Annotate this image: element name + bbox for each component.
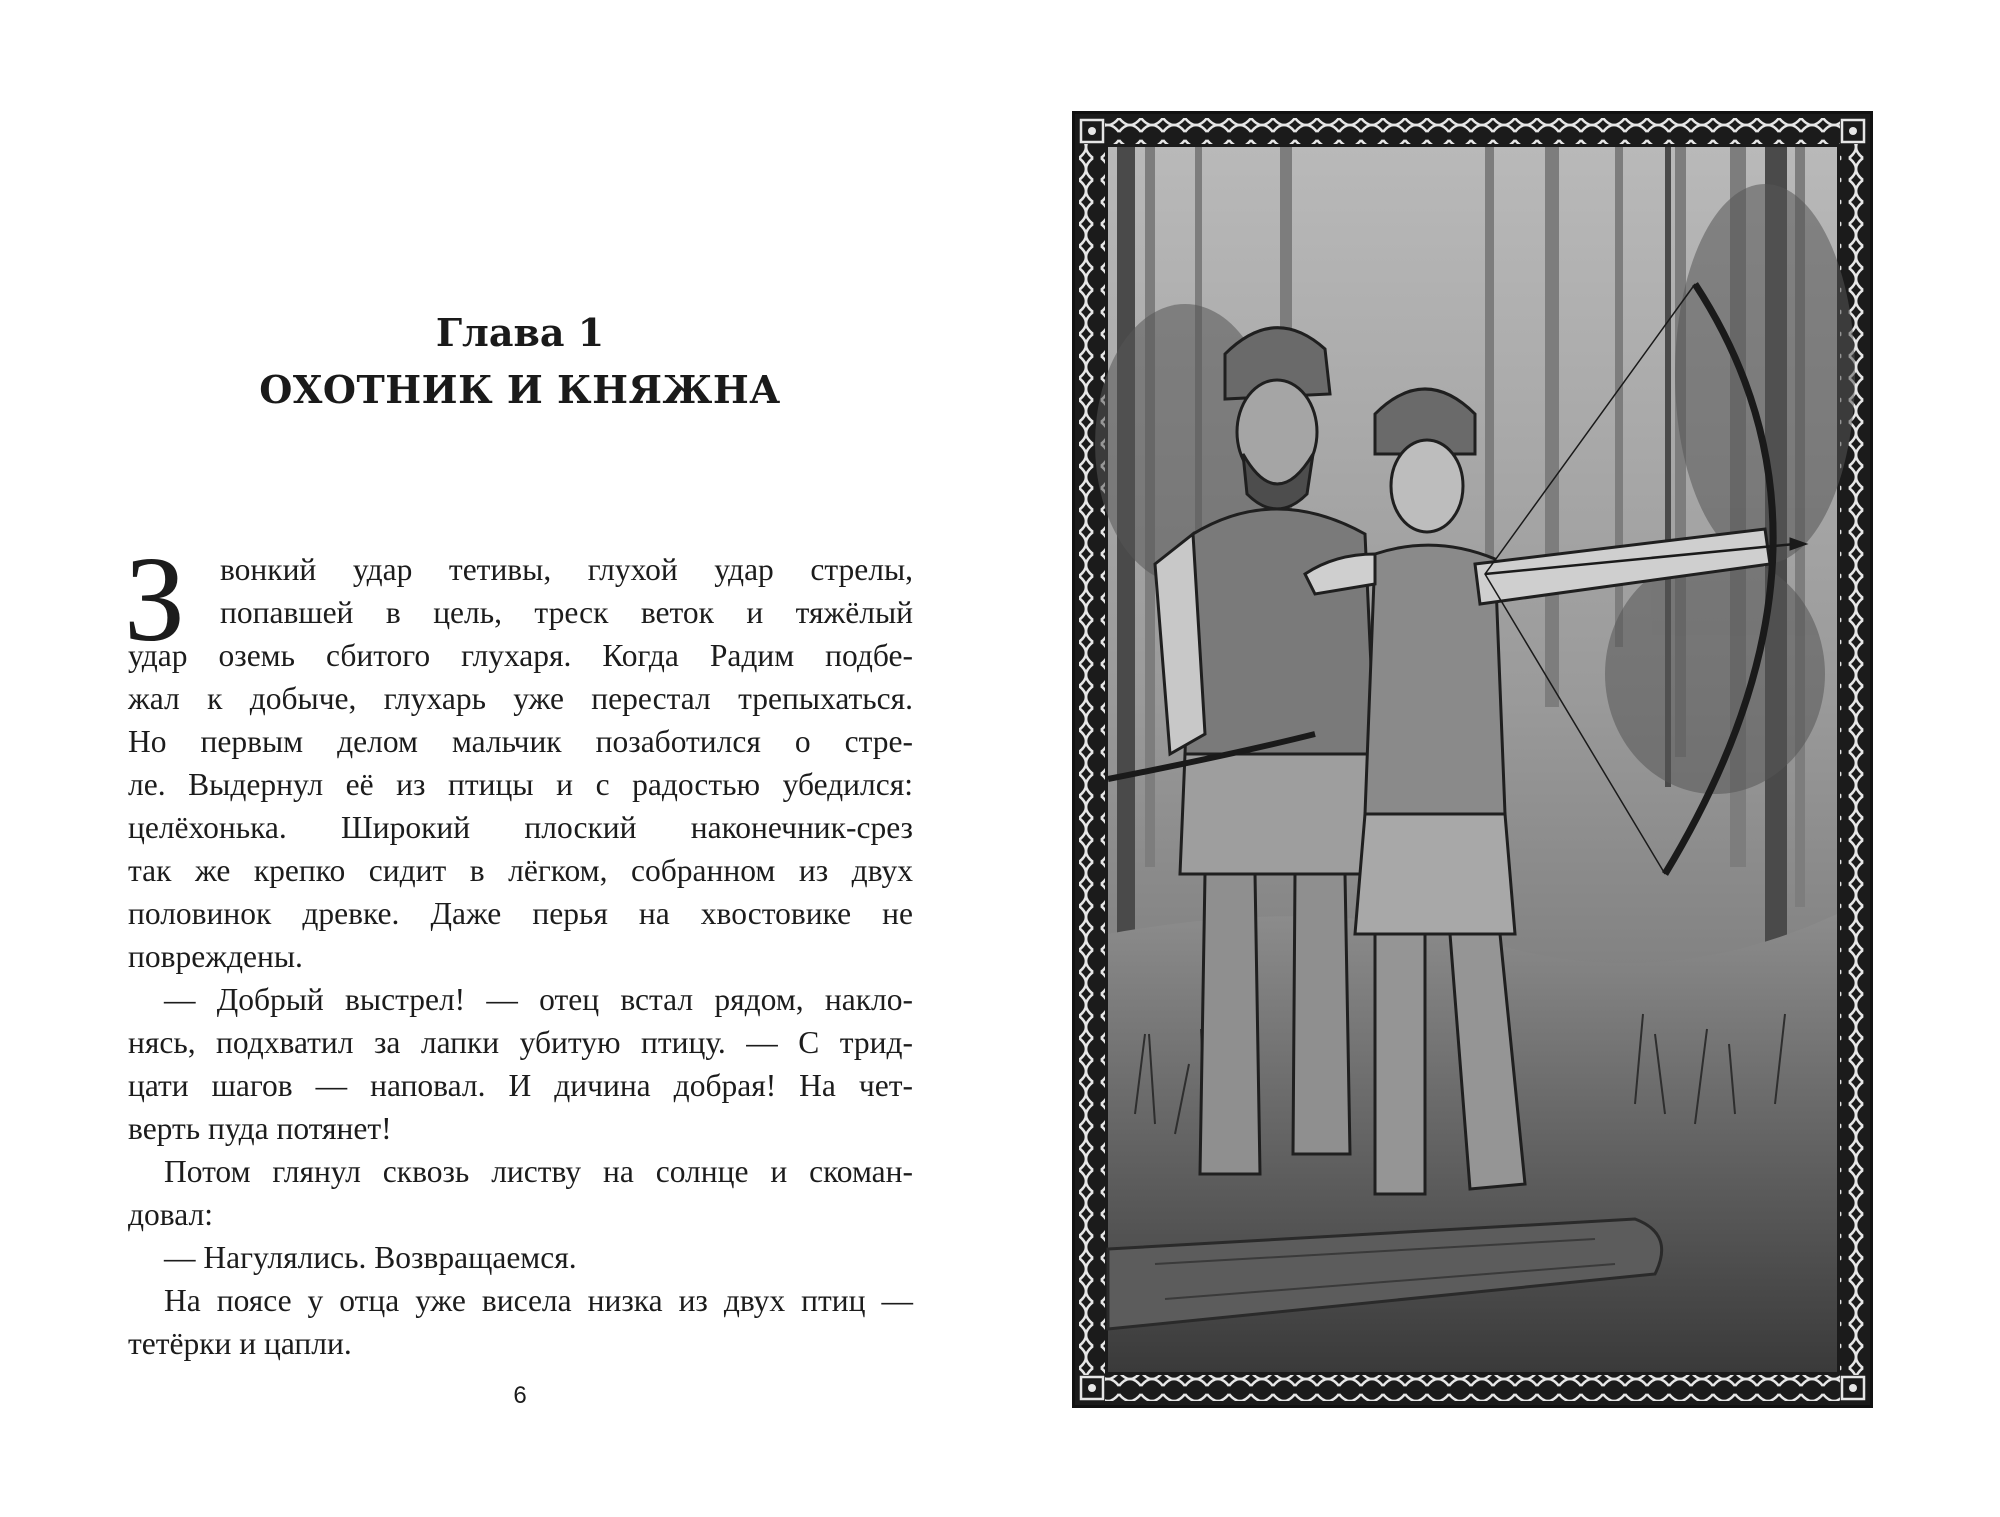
text-line: ле. Выдернул её из птицы и с радостью убедился: — [128, 767, 913, 802]
chapter-title: ОХОТНИК И КНЯЖНА — [259, 367, 781, 412]
text-line: Но первым делом мальчик позаботился о стре- — [128, 724, 913, 759]
text-line: попавшей в цель, треск веток и тяжёлый — [220, 595, 913, 630]
text-line: На поясе у отца уже висела низка из двух птиц — — [164, 1283, 913, 1318]
text-line: удар оземь сбитого глухаря. Когда Радим подбе- — [128, 638, 913, 673]
text-line: целёхонька. Широкий плоский наконечник-срез — [128, 810, 913, 845]
text-line: Потом глянул сквозь листву на солнце и скоман- — [164, 1154, 913, 1189]
chapter-number: Глава 1 — [435, 310, 605, 355]
illustration-artwork — [1075, 114, 1870, 1405]
text-line: половинок древке. Даже перья на хвостовике не — [128, 896, 913, 931]
text-line: жал к добыче, глухарь уже перестал трепыхаться. — [128, 681, 913, 716]
text-line: — Добрый выстрел! — отец встал рядом, накло- — [164, 982, 913, 1017]
chapter-body-text — [124, 532, 913, 1365]
text-line: — Нагулялись. Возвращаемся. — [164, 1240, 577, 1275]
text-line: вонкий удар тетивы, глухой удар стрелы, — [220, 552, 913, 587]
chapter-illustration — [1072, 111, 1873, 1408]
text-line: повреждены. — [128, 939, 303, 974]
forest-scene — [1095, 147, 1855, 1372]
text-line: довал: — [128, 1197, 213, 1232]
text-line: тетёрки и цапли. — [128, 1326, 352, 1361]
drop-cap: З — [124, 532, 186, 667]
text-line: нясь, подхватил за лапки убитую птицу. — С трид- — [128, 1025, 913, 1060]
text-line: цати шагов — наповал. И дичина добрая! На чет- — [128, 1068, 913, 1103]
page-number: 6 — [513, 1382, 527, 1409]
text-line: верть пуда потянет! — [128, 1111, 392, 1146]
chapter-heading — [0, 305, 1040, 419]
text-line: так же крепко сидит в лёгком, собранном из двух — [128, 853, 913, 888]
